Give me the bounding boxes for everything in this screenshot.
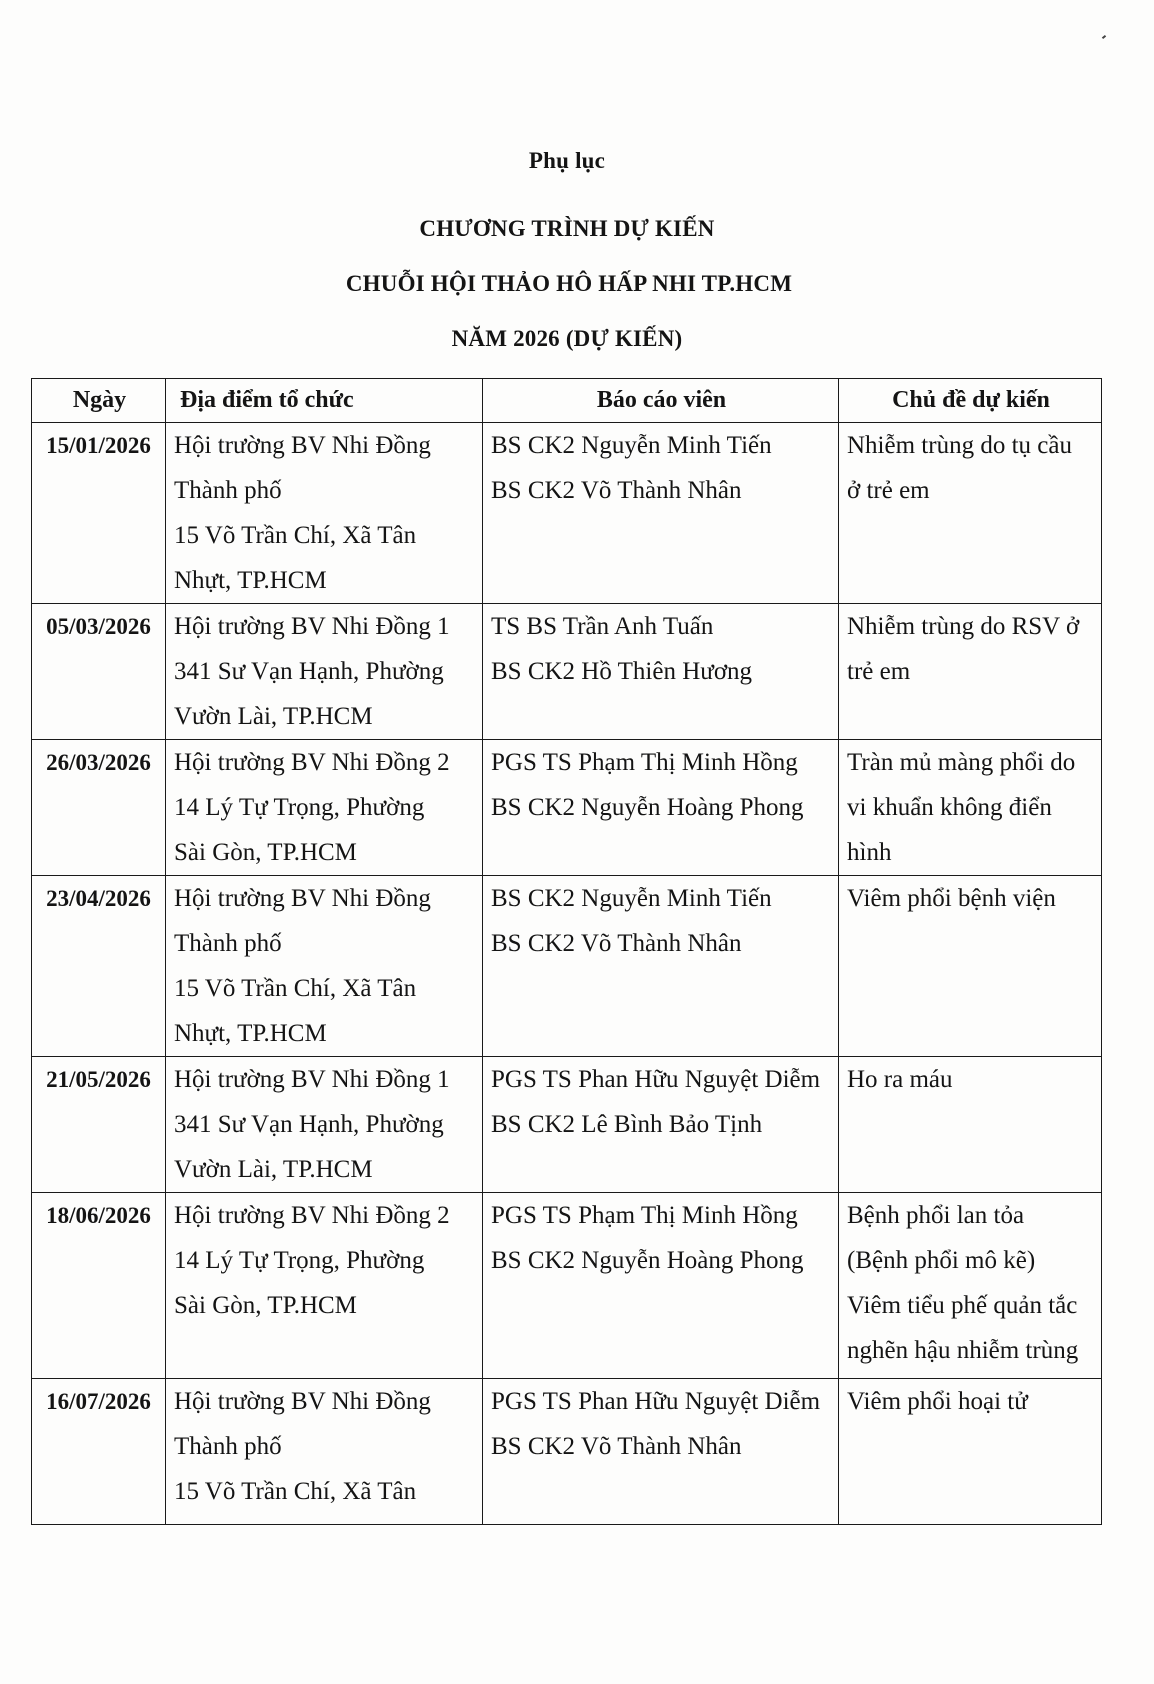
table-row — [32, 1379, 1102, 1525]
venue-line: 341 Sư Vạn Hạnh, Phường — [174, 658, 444, 685]
date-cell: 05/03/2026 — [32, 604, 166, 740]
date-cell: 16/07/2026 — [32, 1379, 166, 1525]
speakers-cell — [483, 604, 839, 740]
table-header-row — [32, 379, 1102, 423]
header-date: Ngày — [32, 379, 166, 423]
venue-line: 15 Võ Trần Chí, Xã Tân — [174, 1478, 417, 1505]
speaker-line: PGS TS Phan Hữu Nguyệt Diễm — [491, 1066, 821, 1093]
table-row — [32, 1193, 1102, 1379]
venue-line: 341 Sư Vạn Hạnh, Phường — [174, 1111, 444, 1138]
date-cell: 15/01/2026 — [32, 423, 166, 604]
speaker-line: PGS TS Phạm Thị Minh Hồng — [491, 1202, 798, 1229]
speaker-line: BS CK2 Hồ Thiên Hương — [491, 658, 753, 685]
speaker-line: BS CK2 Võ Thành Nhân — [491, 1433, 742, 1460]
speakers-cell — [483, 1057, 839, 1193]
venue-line: 15 Võ Trần Chí, Xã Tân — [174, 522, 417, 549]
topic-line: Viêm phổi hoại tử — [847, 1388, 1028, 1415]
speakers-cell — [483, 1379, 839, 1525]
speaker-line: BS CK2 Võ Thành Nhân — [491, 477, 742, 504]
venue-line: Sài Gòn, TP.HCM — [174, 1292, 357, 1319]
venue-line: Thành phố — [174, 1433, 282, 1460]
table-row — [32, 876, 1102, 1057]
venue-line: Nhựt, TP.HCM — [174, 567, 327, 594]
speakers-cell — [483, 423, 839, 604]
table-row — [32, 604, 1102, 740]
venue-line: Hội trường BV Nhi Đồng — [174, 432, 431, 459]
venue-line: Hội trường BV Nhi Đồng — [174, 1388, 431, 1415]
topic-line: nghẽn hậu nhiễm trùng — [847, 1337, 1079, 1364]
header-speakers: Báo cáo viên — [483, 379, 839, 423]
speaker-line: PGS TS Phạm Thị Minh Hồng — [491, 749, 798, 776]
venue-line: Thành phố — [174, 930, 282, 957]
venue-line: Hội trường BV Nhi Đồng — [174, 885, 431, 912]
topic-line: ở trẻ em — [847, 477, 930, 504]
speakers-cell — [483, 740, 839, 876]
speaker-line: PGS TS Phan Hữu Nguyệt Diễm — [491, 1388, 821, 1415]
topic-line: Ho ra máu — [847, 1066, 953, 1093]
venue-line: Sài Gòn, TP.HCM — [174, 839, 357, 866]
speakers-cell — [483, 876, 839, 1057]
topic-line: Tràn mủ màng phổi do — [847, 749, 1076, 776]
venue-line: Thành phố — [174, 477, 282, 504]
venue-line: Hội trường BV Nhi Đồng 2 — [174, 749, 450, 776]
topic-cell — [839, 1057, 1102, 1193]
table-row — [32, 1057, 1102, 1193]
venue-cell — [166, 604, 483, 740]
venue-line: Hội trường BV Nhi Đồng 2 — [174, 1202, 450, 1229]
speakers-cell — [483, 1193, 839, 1379]
venue-line: Nhựt, TP.HCM — [174, 1020, 327, 1047]
topic-cell — [839, 876, 1102, 1057]
venue-cell — [166, 423, 483, 604]
venue-line: Hội trường BV Nhi Đồng 1 — [174, 613, 450, 640]
venue-line: Hội trường BV Nhi Đồng 1 — [174, 1066, 450, 1093]
topic-cell — [839, 740, 1102, 876]
topic-cell — [839, 604, 1102, 740]
date-cell: 18/06/2026 — [32, 1193, 166, 1379]
date-cell: 26/03/2026 — [32, 740, 166, 876]
topic-line: Viêm tiểu phế quản tắc — [847, 1292, 1078, 1319]
speaker-line: BS CK2 Nguyễn Hoàng Phong — [491, 794, 804, 821]
venue-cell — [166, 1193, 483, 1379]
speaker-line: TS BS Trần Anh Tuấn — [491, 613, 714, 640]
topic-line: vi khuẩn không điển — [847, 794, 1052, 821]
topic-cell — [839, 423, 1102, 604]
date-cell: 23/04/2026 — [32, 876, 166, 1057]
table-row — [32, 740, 1102, 876]
venue-line: Vườn Lài, TP.HCM — [174, 1156, 373, 1183]
title-line-3: NĂM 2026 (DỰ KIẾN) — [451, 326, 683, 351]
topic-line: Viêm phổi bệnh viện — [847, 885, 1056, 912]
topic-line: hình — [847, 839, 892, 866]
venue-cell — [166, 1379, 483, 1525]
speaker-line: BS CK2 Võ Thành Nhân — [491, 930, 742, 957]
venue-line: 14 Lý Tự Trọng, Phường — [174, 794, 425, 821]
topic-line: Bệnh phổi lan tỏa — [847, 1202, 1025, 1229]
speaker-line: BS CK2 Lê Bình Bảo Tịnh — [491, 1111, 763, 1138]
venue-line: 15 Võ Trần Chí, Xã Tân — [174, 975, 417, 1002]
scan-speck — [1102, 35, 1106, 39]
topic-line: trẻ em — [847, 658, 911, 685]
topic-line: (Bệnh phổi mô kẽ) — [847, 1247, 1036, 1274]
speaker-line: BS CK2 Nguyễn Minh Tiến — [491, 885, 772, 912]
date-cell: 21/05/2026 — [32, 1057, 166, 1193]
table-row — [32, 423, 1102, 604]
header-venue: Địa điểm tổ chức — [166, 379, 483, 423]
schedule-table — [31, 378, 1102, 1525]
topic-cell — [839, 1379, 1102, 1525]
topic-cell — [839, 1193, 1102, 1379]
venue-line: Vườn Lài, TP.HCM — [174, 703, 373, 730]
title-line-2: CHUỖI HỘI THẢO HÔ HẤP NHI TP.HCM — [345, 271, 793, 296]
venue-line: 14 Lý Tự Trọng, Phường — [174, 1247, 425, 1274]
venue-cell — [166, 740, 483, 876]
title-line-1: CHƯƠNG TRÌNH DỰ KIẾN — [419, 216, 715, 241]
appendix-label: Phụ lục — [528, 148, 606, 173]
venue-cell — [166, 876, 483, 1057]
speaker-line: BS CK2 Nguyễn Hoàng Phong — [491, 1247, 804, 1274]
topic-line: Nhiễm trùng do tụ cầu — [847, 432, 1072, 459]
venue-cell — [166, 1057, 483, 1193]
topic-line: Nhiễm trùng do RSV ở — [847, 613, 1080, 640]
speaker-line: BS CK2 Nguyễn Minh Tiến — [491, 432, 772, 459]
header-topic: Chủ đề dự kiến — [839, 379, 1102, 423]
